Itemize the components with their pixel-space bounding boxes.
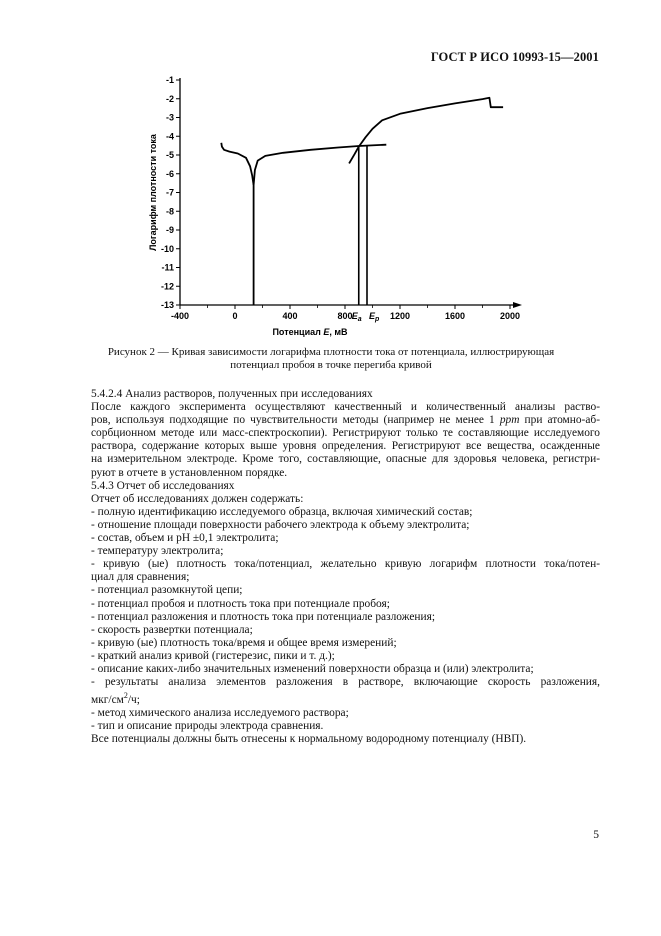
report-list-item: - температуру электролита; [91, 545, 224, 558]
curve-series-3 [349, 98, 503, 164]
y-tick-label: -6 [165, 168, 174, 179]
x-tick-label: 2000 [499, 311, 521, 321]
para-line: После каждого эксперимента осуществляют качественный и количественный анализы раство- [91, 401, 600, 414]
caption-line-2: потенциал пробоя в точке перегиба кривой [230, 359, 432, 371]
caption-line-1: Рисунок 2 — Кривая зависимости логарифма плотности тока от потенциала, иллюстрирующая [107, 346, 555, 358]
y-tick-label: -3 [165, 112, 174, 123]
report-list-item: - кривую (ые) плотность тока/потенциал, желательно кривую логарифм плотности тока/потен- [91, 558, 600, 571]
report-list-item: - тип и описание природы электрода сравнения. [91, 720, 324, 733]
section-5-4-2-4-heading: 5.4.2.4 Анализ растворов, полученных при исследованиях [91, 388, 373, 400]
report-list-item: - результаты анализа элементов разложения в растворе, включающие скорость разложения, [91, 676, 600, 689]
report-list-item: - полную идентификацию исследуемого образца, включая химический состав; [91, 505, 473, 518]
para-line: руют в отчете в установленном порядке. [91, 466, 288, 479]
y-axis-title: Логарифм плотности тока [148, 134, 158, 251]
report-list-item: - состав, объем и pH ±0,1 электролита; [91, 532, 279, 545]
y-tick-label: -5 [165, 150, 174, 160]
curve-series-1 [221, 143, 253, 305]
x-axis-arrow [513, 302, 522, 308]
x-tick-label: -400 [170, 311, 190, 321]
y-tick-label: -4 [165, 131, 174, 142]
report-list-item: - кривую (ые) плотность тока/время и общее время измерений; [91, 636, 397, 649]
chart-svg [140, 70, 530, 348]
page-number: 5 [593, 829, 599, 841]
report-items-list-2 [91, 707, 600, 733]
y-tick-label: -13 [160, 300, 174, 310]
y-tick-label: -10 [160, 243, 174, 254]
report-intro: Отчет об исследованиях должен содержать: [91, 492, 304, 505]
para-line: ров, используя подходящие по чувствительности методы (например не менее 1 ppm при атомно-аб- [91, 414, 600, 427]
report-list-item: - метод химического анализа исследуемого раствора; [91, 707, 349, 720]
x-tick-label: 0 [232, 311, 238, 321]
report-list-item: - скорость развертки потенциала; [91, 623, 253, 636]
report-list-item: - потенциал разложения и плотность тока при потенциале разложения; [91, 610, 436, 623]
document-header: ГОСТ Р ИСО 10993-15—2001 [430, 50, 599, 64]
y-tick-label: -1 [165, 75, 174, 85]
report-list-item: - отношение площади поверхности рабочего электрода к объему электролита; [91, 518, 470, 531]
section-5-4-3-heading: 5.4.3 Отчет об исследованиях [91, 479, 235, 492]
y-tick-label: -9 [165, 225, 174, 235]
annotation-ea: $E_a$ [351, 311, 362, 323]
report-list-item: - потенциал разомкнутой цепи; [91, 584, 243, 597]
y-tick-label: -7 [165, 187, 174, 198]
body-text [91, 388, 600, 746]
report-list-item: - описание каких-либо значительных изменений поверхности образца и (или) электролита; [91, 662, 534, 675]
x-tick-label: 800 [337, 311, 353, 321]
x-tick-label: 400 [282, 311, 298, 321]
paragraph-analysis [91, 401, 600, 480]
y-tick-label: -2 [165, 93, 174, 104]
x-axis-title: Потенциал E, мВ [272, 327, 348, 337]
annotation-ep: $E_p$ [369, 311, 380, 323]
report-list-item: - потенциал пробоя и плотность тока при потенциале пробоя; [91, 597, 390, 610]
para-line: сорбционном методе или масс-спектроскопии). Регистрируют только те составляющие исследуемого [91, 427, 600, 440]
y-tick-label: -11 [161, 262, 174, 273]
figure-polarization-curve [140, 70, 530, 348]
unit-line: мкг/$см^2/ч$; [91, 691, 140, 706]
report-items-list [91, 506, 600, 689]
x-tick-label: 1200 [389, 311, 411, 321]
y-tick-label: -12 [160, 281, 174, 292]
closing-statement: Все потенциалы должны быть отнесены к нормальному водородному потенциалу (НВП). [91, 733, 527, 746]
para-line: раствора, содержание которых выше уровня определения. Регистрируют все вещества, осажденные [91, 440, 600, 453]
y-tick-label: -8 [165, 206, 174, 217]
report-list-item: - краткий анализ кривой (гистерезис, пики и т. д.); [91, 649, 335, 662]
report-list-item: циал для сравнения; [91, 571, 190, 584]
figure-caption [90, 346, 572, 372]
x-tick-label: 1600 [444, 311, 466, 321]
para-line: на измерительном электроде. Кроме того, составляющие, опасные для здоровья человека, регистри- [91, 453, 600, 466]
